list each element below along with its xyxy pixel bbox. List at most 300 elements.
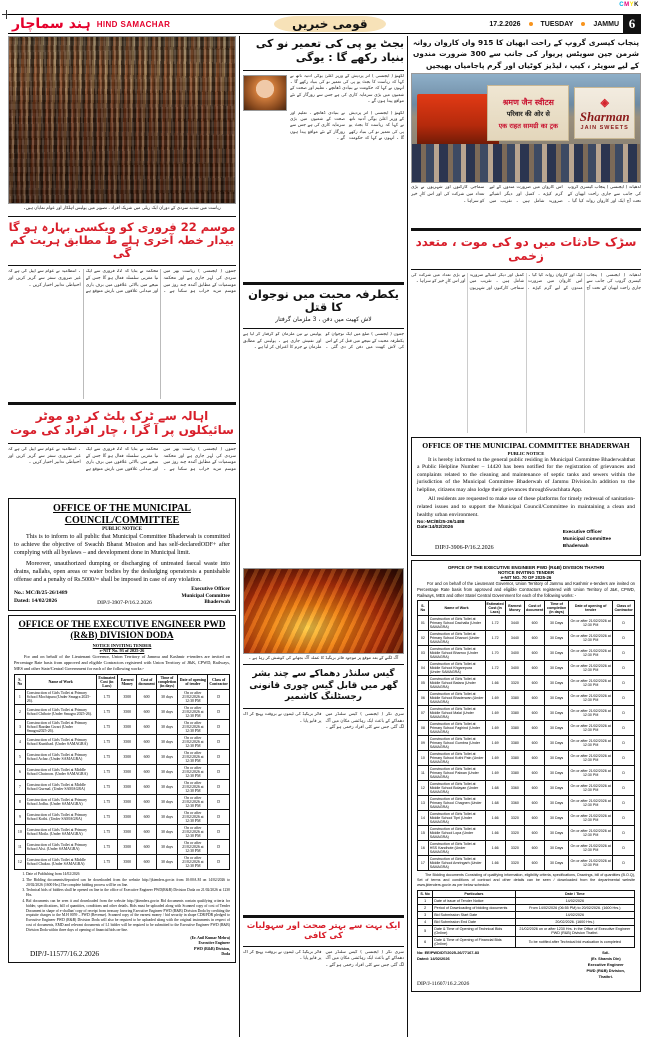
issue-day: TUESDAY — [540, 20, 574, 28]
notice-pwd-thathri — [411, 560, 641, 992]
table-cell: 3320 — [505, 826, 524, 841]
signatory-location: Bhaderwah — [562, 544, 589, 549]
table-row — [15, 689, 230, 704]
divider — [8, 265, 236, 266]
table-cell: 5 — [418, 926, 433, 937]
fire-photo — [243, 568, 404, 654]
table-row — [15, 794, 230, 809]
table-cell: 1.75 — [96, 854, 117, 869]
table-cell: 3440 — [505, 616, 524, 631]
punjab-kesari-article-body: لدھیانہ ( ایجنسی ) پنجاب کیسری گروپ کی جانب سے جاری راحت ابھیان کے تحت آج ایک اور کاروان روانہ کیا گیا ۔ اس کاروان میں ضرورت مندوں کے لیے گرم کپڑے ، کمبل اور دیگر اشیائے ضروریہ شامل ہیں ۔ تقریب میں سماجی کارکنوں اور شہریوں نے بڑی تعداد میں شرکت کی اور اس کارِ خیر کو سراہا ۔ — [411, 185, 641, 204]
th-class: Class of Contractor — [208, 674, 230, 689]
table-cell: 600 — [525, 616, 545, 631]
brand-name: Sharman — [579, 108, 630, 124]
table-cell: D — [208, 689, 230, 704]
table-cell: 30 Days — [545, 631, 569, 646]
table-cell: Construction of Girls Toilet at Primary School Kuntibad. (Under SAMAGRA) — [25, 734, 96, 749]
tender-dip-code: DIP/J-11577/16.2.2026 — [30, 948, 100, 958]
table-cell: 30 Days — [545, 736, 569, 751]
bullet-dot-icon — [581, 22, 585, 26]
divider — [243, 282, 404, 285]
table-cell: 3400 — [505, 661, 524, 676]
table-cell: Bid Submission Start Date — [433, 912, 515, 919]
headline-truck-accident: اہالہ سے ٹرک پلٹ کر دو موٹر سائیکلوں پر آ گرا ، چار افراد کی موت — [10, 409, 234, 438]
table-cell: D — [613, 781, 635, 796]
headline-punjab-kesari-relief: پنجاب کیسری گروپ کے راحت ابھیان کا 915 واں کاروان روانہ شرمن جین سویٹس پریوار کی جانب سے 300 ضرورت مندوں کے لیے سویٹر ، کیپ ، لیڈیز کوٹیاں اور گرم پاجامیاں بھیجیں — [413, 38, 639, 70]
th-cost: Estimated Cost (in Lacs) — [486, 602, 504, 615]
table-cell: 3380 — [505, 706, 524, 721]
table-row — [418, 796, 635, 811]
table-cell: 1.68 — [485, 781, 505, 796]
table-cell: 8 — [15, 794, 26, 809]
tender-subtitle: NOTICE INVITING TENDER — [92, 643, 152, 649]
table-cell: 12 — [418, 781, 429, 796]
table-row — [418, 926, 635, 937]
tender-intro: For and on behalf of the Lieutenant Governor, Union Territory of Jammu and Kashmir e-tenders are invited on Percentage Rate basis from approved and eligible Contractors registered with Union Territory of J&K, CPWD, Railways, MES and other State/Central Government for each of the following works:- — [14, 654, 230, 672]
tender-table-doda — [14, 674, 230, 870]
table-row — [15, 704, 230, 719]
table-row — [418, 781, 635, 796]
table-cell: D — [613, 691, 635, 706]
table-header-row — [15, 674, 230, 689]
table-row — [418, 721, 635, 736]
table-cell: Date & Time of Opening of Financial Bids (Online) — [433, 937, 515, 948]
masthead — [8, 14, 641, 34]
table-cell: On or after 21/02/2026 at 12:30 PM — [568, 811, 612, 826]
table-cell: 600 — [137, 824, 156, 839]
table-cell: On or after 21/02/2026 at 12:30 PM — [178, 824, 208, 839]
table-cell: 7 — [15, 779, 26, 794]
table-cell: 3320 — [505, 856, 524, 871]
table-cell: 3500 — [118, 854, 137, 869]
table-cell: 6 — [15, 764, 26, 779]
table-row — [418, 898, 635, 905]
notice-paragraph-1: This is to inform to all public that Municipal Committee Bhaderwah is committed to achieve the objective of Swachh Bharat Mission and has self-declaredODF+ after complying with all byelaws – and development done in Municipal limit. — [14, 534, 230, 557]
budget-article-body: لکھنؤ ( ایجنسی ) اتر پردیش کے وزیر اعلیٰ یوگی آدتیہ ناتھ نے کہا کہ ریاست کا بجٹ یو پی کی تعمیر نو کی بنیاد رکھے گا ۔ انہوں نے کہا کہ حکومت نے بنیادی ڈھانچے ، تعلیم اور صحت کے شعبوں میں بڑی سرمایہ کاری کی ہے جس سے روزگار کے نئے مواقع پیدا ہوں گے ۔ — [290, 110, 404, 142]
table-cell: 600 — [137, 839, 156, 854]
table-cell: 600 — [525, 631, 545, 646]
table-cell: Construction of Girls Toilet at Primary School Palwan (Under SAMAGRA) — [428, 766, 485, 781]
list-item: 3. Technical bids of bidders shall be opened on line in the office of Executive Engineer PWD(R&B) Division Doda on 21/02/2026 at 1230 Hrs. — [26, 888, 230, 898]
table-cell: 1.75 — [96, 839, 117, 854]
signatory-designation: Executive Officer — [191, 586, 230, 593]
table-row — [15, 809, 230, 824]
th-class: Class of Contractor — [613, 601, 635, 616]
table-cell: D — [208, 734, 230, 749]
table-cell: 1.72 — [485, 616, 505, 631]
table-cell: 600 — [525, 706, 545, 721]
divider — [243, 915, 404, 918]
table-cell: 13 — [418, 796, 429, 811]
table-cell: 3500 — [118, 824, 137, 839]
table-cell: 600 — [137, 719, 156, 734]
table-cell: From 14/02/2026 (06:55 PM) to 20/02/2026. (1600 Hrs.) — [515, 905, 634, 912]
table-cell: D — [208, 809, 230, 824]
table-cell: 600 — [525, 856, 545, 871]
murder-article-body: جموں ( ایجنسی ) ضلع میں ایک نوجوان کو یکطرفہ محبت کے نتیجے میں قتل کر کے اس کی لاش کھیت میں دفن کر دی گئی ۔ پولیس نے تین ملزمان کو گرفتار کر لیا ہے اور تفتیش جاری ہے ۔ پولیس کے مطابق ملزمان نے جرم کا اعتراف کر لیا ہے ۔ — [243, 332, 404, 350]
table-cell: 1.75 — [96, 689, 117, 704]
table-cell: 30 days — [156, 809, 177, 824]
ad-subline-hindi: परिवार की ओर से — [506, 109, 550, 118]
table-cell: On or after 21/02/2026 at 12:30 PM — [178, 719, 208, 734]
notice-paragraph-2: All residents are requested to make use of these platforms for timely redressal of sanitation-related issues and to support the Municipal Council/Committee in maintaining a clean and healthy urban environment. — [417, 496, 635, 518]
table-cell: 11 — [418, 766, 429, 781]
table-cell: D — [613, 811, 635, 826]
table-row — [418, 676, 635, 691]
sharman-logo-mark-icon: ◈ — [600, 96, 609, 109]
th-doccost: Cost of document — [137, 674, 156, 689]
table-cell: On or after 21/02/2026 at 12:30 PM — [568, 616, 612, 631]
signatory-office: Municipal Committee — [562, 537, 611, 543]
table-row — [15, 734, 230, 749]
table-cell: 30 Days — [545, 781, 569, 796]
table-cell: 05 — [418, 676, 429, 691]
table-cell: 600 — [137, 809, 156, 824]
table-cell: 1.66 — [485, 811, 505, 826]
divider — [8, 443, 236, 444]
table-cell: Construction of Girls Toilet at Middle School Lopa (Under SAMAGRA) — [428, 826, 485, 841]
notice-title: OFFICE OF THE MUNICIPAL COMMITTEE BHADERWAH — [422, 441, 630, 450]
table-cell: 600 — [525, 841, 545, 856]
table-cell: 04 — [418, 661, 429, 676]
th-particulars: Particulars — [433, 891, 515, 898]
signatory-division: PWD (R&B) Division, — [194, 946, 230, 951]
notice-reference-number: No:-MC/B/25-26/1488 — [417, 520, 465, 526]
signatory-division: PWD (R&B) Division, — [586, 967, 625, 973]
table-cell: D — [613, 826, 635, 841]
table-cell: On or after 21/02/2026 at 12:30 PM — [178, 764, 208, 779]
bullet-dot-icon — [529, 22, 533, 26]
yogi-portrait-photo — [243, 75, 287, 111]
left-column — [8, 36, 240, 1037]
table-cell: On or after 21/02/2026 at 12:30 PM — [568, 706, 612, 721]
signatory-location: Thathri. — [598, 973, 613, 979]
table-cell: On or after 21/02/2026 at 12:30 PM — [568, 676, 612, 691]
table-cell: 600 — [137, 764, 156, 779]
table-cell: 20/02/2026. (1600 Hrs.) — [515, 919, 634, 926]
table-cell: 1.66 — [485, 826, 505, 841]
table-cell: On or after 21/02/2026 at 12:30 PM — [178, 704, 208, 719]
table-cell: 17 — [418, 856, 429, 871]
cmyk-color-bar — [619, 2, 639, 8]
tender-schedule-table — [417, 890, 635, 948]
table-cell: 600 — [137, 779, 156, 794]
table-cell: 3380 — [505, 721, 524, 736]
weather-article-body: جموں ( ایجنسی ) ریاست بھر میں سردی کی لہر جاری ہے اور محکمہ موسمیات کے مطابق آئندہ چند روز میں موسم مزید خراب ہو سکتا ہے ۔ محکمہ نے بتایا کہ 22 فروری سے ایک نیا مغربی سلسلہ فعال ہو گا جس کے نتیجے میں بالائی علاقوں میں برف باری اور میدانی علاقوں میں بارش متوقع ہے ۔ انتظامیہ نے عوام سے اپیل کی ہے کہ غیر ضروری سفر سے گریز کریں اور احتیاطی تدابیر اختیار کریں ۔ — [8, 269, 236, 295]
page-body — [8, 36, 641, 1037]
notice-title: OFFICE OF THE MUNICIPAL COUNCIL/COMMITTEE — [53, 503, 191, 526]
table-cell: Construction of Girls Toilet at Middle School Chatroon. (Under SAMAGRA) — [25, 764, 96, 779]
table-cell: On or after 21/02/2026 at 12:30 PM — [568, 631, 612, 646]
table-cell: Construction of Girls Toilet at Middle School Gurmal. (Under SAMAGRA) — [25, 779, 96, 794]
notice-mc-bhaderwah — [411, 437, 641, 556]
table-row — [418, 841, 635, 856]
notice-subtitle: PUBLIC NOTICE — [507, 450, 545, 456]
table-cell: 30 days — [156, 854, 177, 869]
table-cell: On or after 21/02/2026 at 12:30 PM — [568, 826, 612, 841]
table-cell: 30 Days — [545, 766, 569, 781]
table-cell: On or after 21/02/2026 at 12:30 PM — [178, 854, 208, 869]
table-cell: 30 Days — [545, 616, 569, 631]
tender-enit-number: e-NIT No. 93 of 2025-26 — [99, 648, 145, 654]
table-cell: 3500 — [118, 689, 137, 704]
notice-reference-number: No.: MC/B/25-26/1489 — [14, 590, 68, 597]
list-item: 2. The Bidding documents/deposited can be downloaded from the website http://jktenders.gov.in from 10:00A.M on 14/02/2026 to 20/02/2026 (1600 Hrs).The complete bidding process will be on line. — [26, 878, 230, 888]
table-cell: 600 — [525, 646, 545, 661]
signatory-designation: Executive Engineer — [198, 941, 230, 946]
table-cell: D — [613, 856, 635, 871]
ad-tagline-hindi: एक राहत सामग्री का ट्रक — [498, 121, 558, 130]
table-cell: 4 — [418, 919, 433, 926]
table-row — [15, 764, 230, 779]
table-cell: On or after 21/02/2026 at 12:30 PM — [178, 809, 208, 824]
table-cell: 30 days — [156, 794, 177, 809]
signatory-name: (Er. Anil Kumar Mehra) — [190, 935, 230, 940]
table-cell: On or after 21/02/2026 at 12:30 PM — [178, 734, 208, 749]
table-cell: Construction of Girls Toilet at Middle School Malai (Under SAMAGRA) — [428, 706, 485, 721]
table-cell: Construction of Girls Toilet at Middle School Bharroo (Under SAMAGRA) — [428, 646, 485, 661]
th-sno: S. No — [15, 674, 26, 689]
tender-reference-number: No: EE/PWD/DT/2025-26/77167-83 — [417, 950, 480, 956]
masthead-urdu-logo: ہند سماچار — [12, 16, 91, 32]
table-cell: 30 Days — [545, 691, 569, 706]
table-row — [418, 766, 635, 781]
table-cell: 3500 — [118, 734, 137, 749]
table-cell: 30 Days — [545, 796, 569, 811]
table-cell: 16 — [418, 841, 429, 856]
notice-subtitle: PUBLIC NOTICE — [102, 527, 142, 533]
table-cell: 600 — [525, 691, 545, 706]
table-row — [418, 811, 635, 826]
table-cell: D — [208, 824, 230, 839]
table-cell: 30 Days — [545, 646, 569, 661]
table-cell: On or after 21/02/2026 at 12:30 PM — [568, 646, 612, 661]
table-cell: 30 Days — [545, 721, 569, 736]
table-cell: Construction of Girls Toilet at Primary School Faghind (Under SAMAGRA) — [428, 721, 485, 736]
tender-footer-note: The Bidding documents Consisting of qualifying information, eligibility criteria, specifications, Drawings, bill of quantities (B.O.Q), Set of terms and conditions of contract and other details can be seen / downloaded from the departmental website www.jktenders.gov.in as per below schedule. — [417, 873, 635, 888]
tender-notes-doda — [26, 872, 230, 933]
table-cell: D — [613, 751, 635, 766]
table-row — [418, 912, 635, 919]
notice-paragraph-1: It is hereby informed to the general public residing in Municipal Committee Bhaderwahthat a Public Helpline Number – 14420 has been notified for the registration of grievances and complaints related to the cleaning and maintenance of septic tanks and sewers within the jurisdiction of the Municipal Committee Bhaderwah of Jammu Division.In addition to the helpline, citizens may also lodge their grievances throughSwachhata App. — [417, 456, 635, 493]
table-row — [418, 919, 635, 926]
table-cell: 1.75 — [96, 824, 117, 839]
tender-schedule-body — [418, 898, 635, 948]
table-cell: Construction of Girls Toilet at Primary School Gumbra (Under SAMAGRA) — [428, 736, 485, 751]
table-cell: 09 — [418, 736, 429, 751]
table-cell: D — [208, 854, 230, 869]
signatory-location: Doda — [221, 952, 230, 957]
notice-pwd-doda — [8, 615, 236, 963]
sharman-brand-logo — [574, 87, 636, 139]
table-cell: 02 — [418, 631, 429, 646]
table-row — [15, 854, 230, 869]
table-cell: 3320 — [505, 811, 524, 826]
table-cell: 15 — [418, 826, 429, 841]
table-cell: Construction of Girls Toilet at HSS Kandhote (Under SAMAGRA) — [428, 841, 485, 856]
table-cell: On or after 21/02/2026 at 12:30 PM — [178, 794, 208, 809]
signatory-designation: Executive Officer — [562, 530, 602, 536]
table-cell: Period of Downloading of bidding documents — [433, 905, 515, 912]
cmyk-y: Y — [629, 2, 635, 8]
table-cell: 3320 — [505, 841, 524, 856]
section-badge: قومی خبریں — [274, 16, 385, 32]
table-cell: Construction of Girls Toilet at Middle School Bhaderwan (Under SAMAGRA) — [429, 692, 484, 705]
table-cell: D — [208, 779, 230, 794]
table-cell: 600 — [525, 826, 545, 841]
table-cell: 600 — [137, 794, 156, 809]
th-doccost: Cost of document — [525, 601, 545, 616]
road-accidents-article-body: لدھیانہ ( ایجنسی ) پنجاب کیسری گروپ کی جانب سے جاری راحت ابھیان کے تحت آج ایک اور کاروان روانہ کیا گیا ۔ اس کاروان میں ضرورت مندوں کے لیے گرم کپڑے ، کمبل اور دیگر اشیائے ضروریہ شامل ہیں ۔ تقریب میں سماجی کارکنوں اور شہریوں نے بڑی تعداد میں شرکت کی اور اس کارِ خیر کو سراہا ۔ — [411, 273, 641, 291]
table-cell: 1.75 — [96, 734, 117, 749]
table-cell: 30 Days — [545, 811, 569, 826]
tender-table-body-doda — [15, 689, 230, 869]
table-cell: Construction of Girls Toilet at Middle School Tipri (Under SAMAGRA) — [428, 811, 485, 826]
table-cell: 600 — [525, 766, 545, 781]
table-cell: Construction of Girls Toilet at Primary School Alsi. (Under SAMAGRA) — [25, 839, 96, 854]
table-cell: 14/02/2026 — [515, 898, 634, 905]
table-cell: 1.69 — [485, 736, 505, 751]
crowd-photo — [8, 36, 236, 204]
table-cell: 30 days — [156, 779, 177, 794]
table-cell: D — [613, 766, 635, 781]
table-cell: 06 — [418, 691, 429, 706]
table-cell: 1.70 — [485, 646, 505, 661]
table-row — [418, 691, 635, 706]
table-cell: Construction of Girls Toilet at Middle School Khgarepura (Under SAMAGRA) — [428, 661, 485, 676]
table-cell: On or after 21/02/2026 at 12:30 PM — [178, 749, 208, 764]
table-row — [15, 779, 230, 794]
table-cell: 600 — [137, 689, 156, 704]
table-cell: Construction of Girls Toilet at Middle School Chakra. (Under SAMAGRA) — [25, 854, 96, 869]
tender-intro: For and on behalf of the Lieutenant Governor, Union Territory of Jammu and Kashmir e-tenders are invited on Percentage Rate basis from approved and eligible Contractors registered with Union Territory of J&K, CPWD, Railways, MES and other State/ Central Government for each of the following works: - — [417, 581, 635, 598]
table-cell: 10 — [15, 824, 26, 839]
table-row — [418, 706, 635, 721]
table-cell: 30 Days — [545, 841, 569, 856]
table-cell: 600 — [525, 736, 545, 751]
table-cell: 30 Days — [545, 706, 569, 721]
notice-municipal-council — [8, 498, 236, 611]
table-cell: 1.69 — [485, 721, 505, 736]
table-cell: 07 — [418, 706, 429, 721]
table-cell: 2 — [15, 704, 26, 719]
group-photo-people — [412, 144, 640, 183]
table-cell: 600 — [525, 721, 545, 736]
table-cell: 600 — [137, 734, 156, 749]
tender-table-body-thathri — [418, 616, 635, 871]
divider — [411, 228, 641, 231]
table-cell: 600 — [525, 751, 545, 766]
table-cell: Construction of Girls Toilet at Middle School Bolayan (Under SAMAGRA) — [428, 781, 485, 796]
list-item: 1. Date of Publishing from 14/02/2026 — [26, 872, 230, 877]
table-cell: D — [613, 616, 635, 631]
table-cell: 600 — [137, 704, 156, 719]
divider — [243, 946, 404, 947]
cmyk-m: M — [624, 2, 630, 8]
table-cell: 30 days — [156, 839, 177, 854]
table-cell: 3400 — [505, 646, 524, 661]
table-cell: 9 — [15, 809, 26, 824]
headline-budget: بجٹ یو پی کی تعمیر نو کی بنیاد رکھے گا : یوگی — [255, 37, 404, 64]
table-row — [418, 646, 635, 661]
table-cell: 1 — [15, 689, 26, 704]
list-item: 4. Bid documents can be seen it and downloaded from the website http://jktenders.gov.in Bid documents contain qualifying criteria for bidder, specifications, bill of quantities, conditions and other details. Bids must be uploaded along with Scanned copy of cost of Tender Document in shape of e-challan/ copy of receipt from treasury favoring Executive Engineer PWD (R&B) Division Doda by crediting the requisite charges to the M.H 0059 – PWD (Revenue). Scanned copy of the earnest money / bid security in shape CDR/FDR pledged to Executive Engineer PWD (R&B) Division Doda will also be required to be uploaded along with the original instruments in respect of cost of documents, EMD and relevant documents of L1 bidder will be required to be submitted to the Executive Engineer PWD (R&B) Division Doda within three days of opening of financial bids on-line. — [26, 899, 230, 933]
table-cell: D — [613, 796, 635, 811]
table-cell: Construction of Girls Toilet at Primary School Chagnen (Under SAMAGRA) — [428, 796, 485, 811]
table-header-row — [418, 601, 635, 616]
divider — [243, 664, 404, 665]
table-cell: 21/02/2026 on or after 1230 Hrs. in the Office of Executive Engineer PWD (R&B) Division Thathri. — [515, 926, 634, 937]
sharman-jain-sweets-ad[interactable] — [411, 73, 641, 183]
table-cell: 30 Days — [545, 856, 569, 871]
table-cell: To be notified after Technical bid evaluation is completed — [515, 937, 634, 948]
table-cell: 600 — [137, 749, 156, 764]
table-cell: D — [613, 721, 635, 736]
table-cell: 30 Days — [545, 676, 569, 691]
headline-road-accidents: سڑک حادثات میں دو کی موت ، متعدد زخمی — [415, 235, 637, 264]
table-cell: Construction of Girls Toilet at Middle School Batara (Under SAMAGRA) — [428, 676, 485, 691]
table-cell: 3500 — [118, 764, 137, 779]
table-cell: 30 days — [156, 689, 177, 704]
tender-dip-code: DIP/J-11607/16.2.2026 — [417, 980, 470, 987]
table-cell: D — [613, 841, 635, 856]
table-cell: 600 — [525, 661, 545, 676]
table-row — [418, 826, 635, 841]
table-cell: 30 days — [156, 704, 177, 719]
table-cell: 3500 — [118, 749, 137, 764]
table-cell: 3380 — [505, 691, 524, 706]
right-column — [408, 36, 641, 1037]
table-cell: Construction of Girls Toilet at Primary School Kothi. (Under SAMAGRA) — [25, 809, 96, 824]
table-cell: On or after 21/02/2026 at 12:30 PM — [568, 856, 612, 871]
table-cell: 1.69 — [485, 751, 505, 766]
th-opening: Date of opening of tender — [568, 601, 612, 616]
th-time: Time of completion (in days) — [157, 675, 177, 688]
table-cell: On or after 21/02/2026 at 12:30 PM — [568, 796, 612, 811]
table-cell: Date & Time of Opening of Technical Bids (Online) — [433, 926, 515, 937]
table-cell: 11 — [15, 839, 26, 854]
table-cell: 600 — [525, 796, 545, 811]
tender-title: OFFICE OF THE EXECUTIVE ENGINEER PWD (R&B) DIVISION THATHRI — [447, 564, 605, 570]
table-cell: 5 — [15, 749, 26, 764]
table-cell: 3360 — [505, 796, 524, 811]
table-cell: 2 — [418, 905, 433, 912]
ad-headline-hindi: श्रमण जैन स्वीटस — [502, 97, 554, 107]
notice-dip-code: DIP/J-3906-P/16.2.2026 — [435, 544, 494, 551]
table-cell: 6 — [418, 937, 433, 948]
th-sno: S. No — [418, 601, 429, 616]
table-cell: D — [613, 631, 635, 646]
table-cell: 1.75 — [96, 779, 117, 794]
table-cell: 12 — [15, 854, 26, 869]
table-row — [418, 856, 635, 871]
table-cell: On or after 21/02/2026 at 12:30 PM — [178, 779, 208, 794]
headline-weather: موسم 22 فروری کو ویکسی بہارہ ہو گا بیدار خطہ آخری ہلے ط مطابق ہریت کم گی — [8, 219, 236, 261]
table-cell: On or after 21/02/2026 at 12:30 PM — [568, 661, 612, 676]
masthead-meta — [489, 21, 623, 28]
th-emd: Earnest Money — [505, 601, 524, 616]
th-cost: Estimated Cost (in Lacs) — [96, 674, 117, 689]
table-cell: 1.75 — [96, 749, 117, 764]
table-cell: Construction of Girls Toilet at Primary School Motla. (Under SAMAGRA) — [25, 824, 96, 839]
table-cell: 10 — [418, 751, 429, 766]
table-cell: 3380 — [505, 736, 524, 751]
masthead-center — [170, 16, 489, 32]
table-cell: Construction of Girls Toilet at Primary School Dachalla (Under SAMAGRA) — [428, 616, 485, 631]
table-cell: 1.69 — [485, 766, 505, 781]
table-cell: Construction of Girls Toilet at Primary School Jodhu. (Under SAMAGRA) — [25, 794, 96, 809]
table-cell: On or after 21/02/2026 at 12:30 PM — [178, 839, 208, 854]
